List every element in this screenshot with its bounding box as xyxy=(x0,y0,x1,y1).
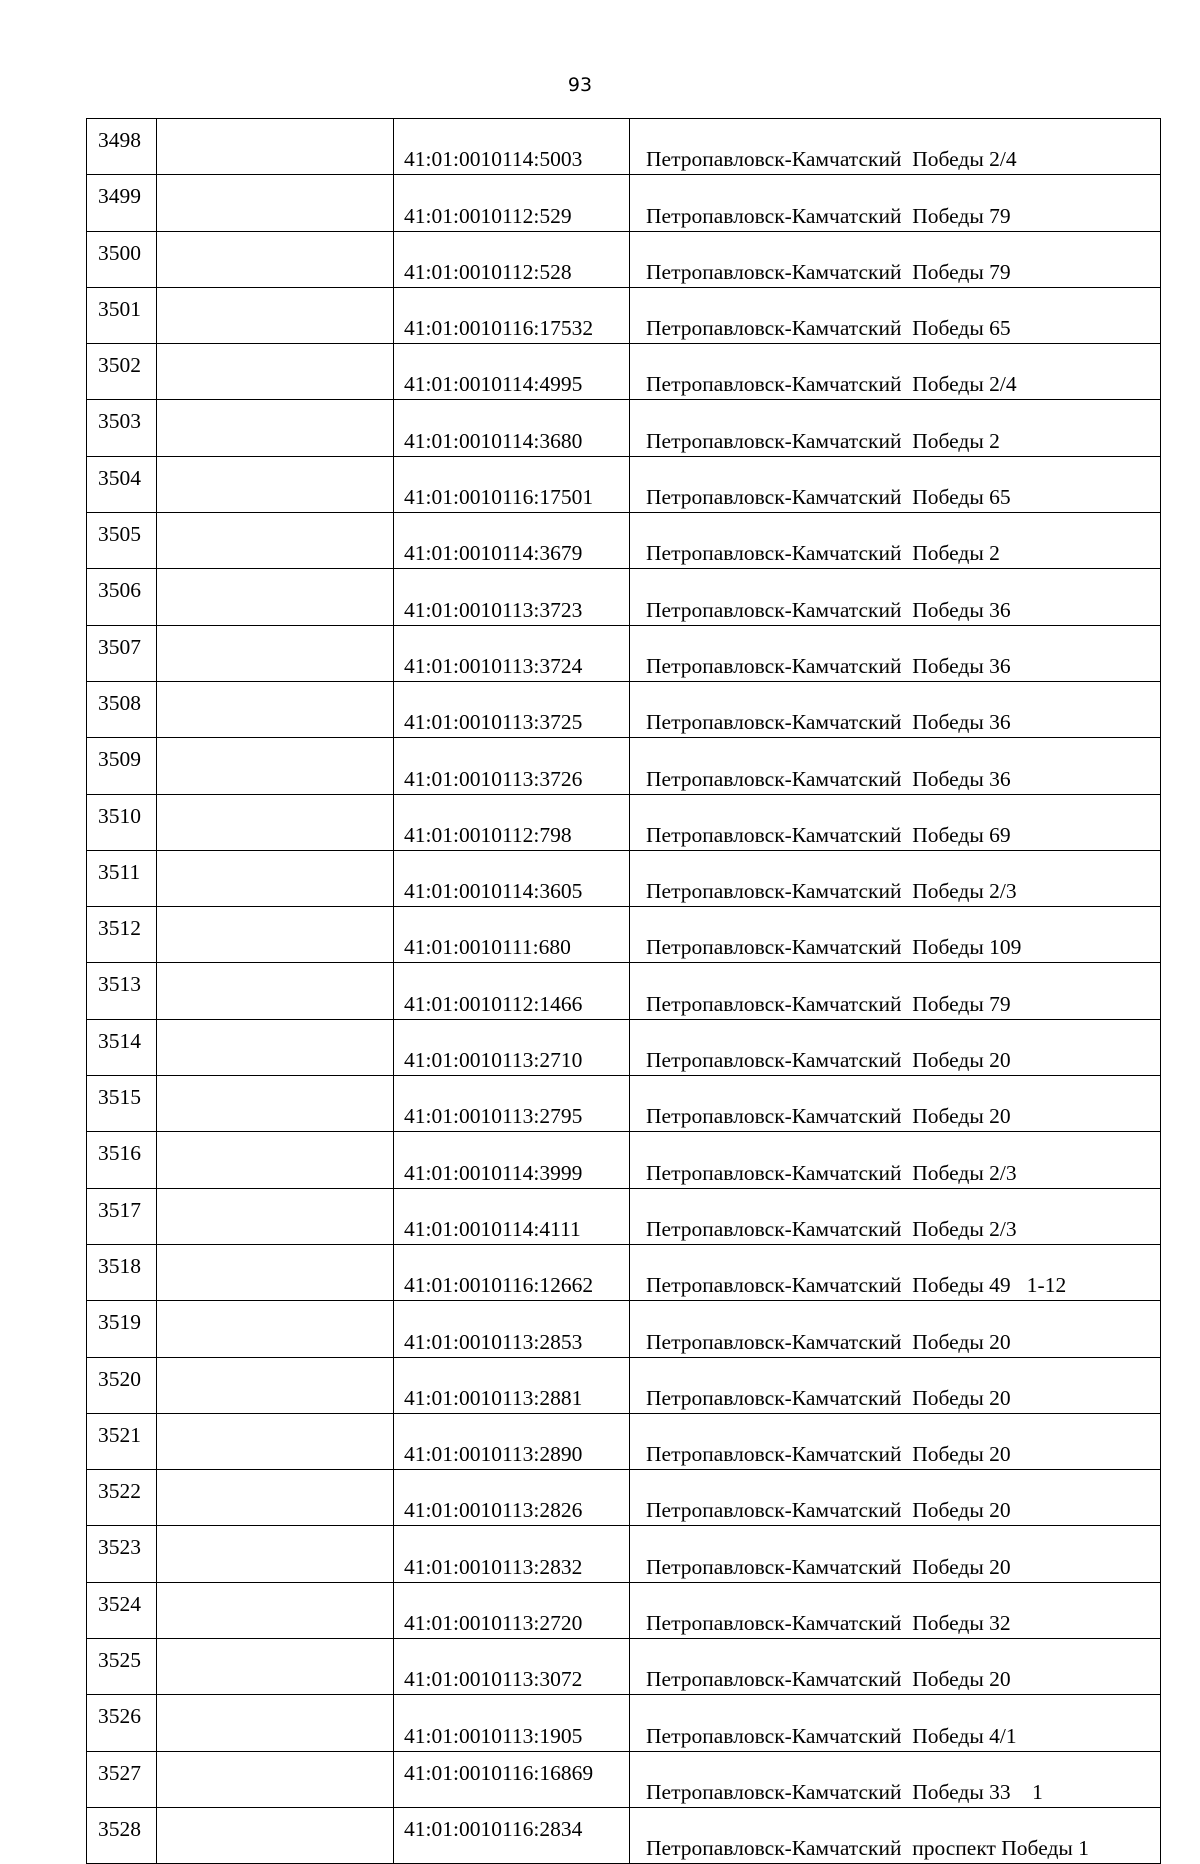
address-cell: Петропавловск-Камчатский Победы 109 xyxy=(630,907,1161,963)
row-number-cell: 3514 xyxy=(87,1019,157,1075)
address-cell: Петропавловск-Камчатский Победы 2/3 xyxy=(630,1132,1161,1188)
empty-cell xyxy=(157,287,394,343)
row-number-cell: 3500 xyxy=(87,231,157,287)
cadastral-number-cell: 41:01:0010113:2720 xyxy=(394,1582,630,1638)
cadastral-number-cell: 41:01:0010113:3724 xyxy=(394,625,630,681)
empty-cell xyxy=(157,1132,394,1188)
table-row xyxy=(87,907,1161,963)
cadastral-number-cell: 41:01:0010113:2853 xyxy=(394,1301,630,1357)
table-row xyxy=(87,1807,1161,1863)
table-row xyxy=(87,513,1161,569)
cadastral-number-cell: 41:01:0010113:3726 xyxy=(394,738,630,794)
row-number-cell: 3513 xyxy=(87,963,157,1019)
table-row xyxy=(87,1076,1161,1132)
address-cell: Петропавловск-Камчатский Победы 65 xyxy=(630,287,1161,343)
address-cell: Петропавловск-Камчатский Победы 20 xyxy=(630,1639,1161,1695)
table-row xyxy=(87,344,1161,400)
table-row xyxy=(87,1019,1161,1075)
cadastral-number-cell: 41:01:0010113:3072 xyxy=(394,1639,630,1695)
table-row xyxy=(87,175,1161,231)
row-number-cell: 3508 xyxy=(87,681,157,737)
row-number-cell: 3527 xyxy=(87,1751,157,1807)
cadastral-number-cell: 41:01:0010113:2710 xyxy=(394,1019,630,1075)
cadastral-number-cell: 41:01:0010116:17501 xyxy=(394,456,630,512)
empty-cell xyxy=(157,1582,394,1638)
table-row xyxy=(87,794,1161,850)
address-cell: Петропавловск-Камчатский Победы 49 1-12 xyxy=(630,1244,1161,1300)
cadastral-number-cell: 41:01:0010112:528 xyxy=(394,231,630,287)
address-cell: Петропавловск-Камчатский Победы 20 xyxy=(630,1019,1161,1075)
row-number-cell: 3521 xyxy=(87,1413,157,1469)
address-cell: Петропавловск-Камчатский Победы 79 xyxy=(630,231,1161,287)
address-cell: Петропавловск-Камчатский Победы 2/4 xyxy=(630,344,1161,400)
address-cell: Петропавловск-Камчатский Победы 20 xyxy=(630,1470,1161,1526)
table-row xyxy=(87,119,1161,175)
empty-cell xyxy=(157,344,394,400)
table-row xyxy=(87,231,1161,287)
table-row xyxy=(87,456,1161,512)
cadastral-number-cell: 41:01:0010116:12662 xyxy=(394,1244,630,1300)
row-number-cell: 3509 xyxy=(87,738,157,794)
cadastral-number-cell: 41:01:0010114:4995 xyxy=(394,344,630,400)
cadastral-number-cell: 41:01:0010113:2890 xyxy=(394,1413,630,1469)
cadastral-number-cell: 41:01:0010113:2881 xyxy=(394,1357,630,1413)
cadastral-number-cell: 41:01:0010114:3999 xyxy=(394,1132,630,1188)
row-number-cell: 3519 xyxy=(87,1301,157,1357)
table-row xyxy=(87,1357,1161,1413)
row-number-cell: 3512 xyxy=(87,907,157,963)
cadastral-number-cell: 41:01:0010113:3725 xyxy=(394,681,630,737)
address-cell: Петропавловск-Камчатский Победы 69 xyxy=(630,794,1161,850)
address-cell: Петропавловск-Камчатский Победы 2/3 xyxy=(630,1188,1161,1244)
cadastral-number-cell: 41:01:0010113:3723 xyxy=(394,569,630,625)
cadastral-number-cell: 41:01:0010113:2832 xyxy=(394,1526,630,1582)
cadastral-number-cell: 41:01:0010112:529 xyxy=(394,175,630,231)
empty-cell xyxy=(157,1751,394,1807)
empty-cell xyxy=(157,1244,394,1300)
table-row xyxy=(87,1639,1161,1695)
table-row xyxy=(87,850,1161,906)
table-row xyxy=(87,1470,1161,1526)
empty-cell xyxy=(157,907,394,963)
cadastral-number-cell: 41:01:0010114:5003 xyxy=(394,119,630,175)
address-cell: Петропавловск-Камчатский Победы 79 xyxy=(630,963,1161,1019)
row-number-cell: 3510 xyxy=(87,794,157,850)
table-row xyxy=(87,1413,1161,1469)
empty-cell xyxy=(157,1188,394,1244)
empty-cell xyxy=(157,231,394,287)
cadastral-number-cell: 41:01:0010116:2834 xyxy=(394,1807,630,1863)
row-number-cell: 3523 xyxy=(87,1526,157,1582)
row-number-cell: 3505 xyxy=(87,513,157,569)
address-cell: Петропавловск-Камчатский Победы 2/3 xyxy=(630,850,1161,906)
empty-cell xyxy=(157,1639,394,1695)
address-cell: Петропавловск-Камчатский Победы 20 xyxy=(630,1301,1161,1357)
address-cell: Петропавловск-Камчатский Победы 36 xyxy=(630,738,1161,794)
address-cell: Петропавловск-Камчатский Победы 32 xyxy=(630,1582,1161,1638)
row-number-cell: 3518 xyxy=(87,1244,157,1300)
address-cell: Петропавловск-Камчатский Победы 36 xyxy=(630,569,1161,625)
table-row xyxy=(87,1751,1161,1807)
address-cell: Петропавловск-Камчатский Победы 4/1 xyxy=(630,1695,1161,1751)
address-cell: Петропавловск-Камчатский Победы 33 1 xyxy=(630,1751,1161,1807)
registry-table-body xyxy=(87,119,1161,1864)
empty-cell xyxy=(157,1357,394,1413)
empty-cell xyxy=(157,963,394,1019)
table-row xyxy=(87,569,1161,625)
empty-cell xyxy=(157,681,394,737)
table-row xyxy=(87,1301,1161,1357)
table-row xyxy=(87,681,1161,737)
row-number-cell: 3517 xyxy=(87,1188,157,1244)
row-number-cell: 3511 xyxy=(87,850,157,906)
address-cell: Петропавловск-Камчатский Победы 2 xyxy=(630,400,1161,456)
empty-cell xyxy=(157,850,394,906)
empty-cell xyxy=(157,794,394,850)
table-row xyxy=(87,400,1161,456)
table-row xyxy=(87,738,1161,794)
cadastral-number-cell: 41:01:0010112:798 xyxy=(394,794,630,850)
empty-cell xyxy=(157,175,394,231)
table-row xyxy=(87,1188,1161,1244)
row-number-cell: 3525 xyxy=(87,1639,157,1695)
row-number-cell: 3503 xyxy=(87,400,157,456)
cadastral-number-cell: 41:01:0010114:4111 xyxy=(394,1188,630,1244)
row-number-cell: 3520 xyxy=(87,1357,157,1413)
cadastral-number-cell: 41:01:0010112:1466 xyxy=(394,963,630,1019)
empty-cell xyxy=(157,738,394,794)
cadastral-number-cell: 41:01:0010113:2795 xyxy=(394,1076,630,1132)
address-cell: Петропавловск-Камчатский Победы 20 xyxy=(630,1076,1161,1132)
cadastral-number-cell: 41:01:0010113:2826 xyxy=(394,1470,630,1526)
table-row xyxy=(87,1582,1161,1638)
address-cell: Петропавловск-Камчатский проспект Победы 1 xyxy=(630,1807,1161,1863)
empty-cell xyxy=(157,1695,394,1751)
empty-cell xyxy=(157,1019,394,1075)
empty-cell xyxy=(157,1526,394,1582)
cadastral-number-cell: 41:01:0010114:3605 xyxy=(394,850,630,906)
registry-table xyxy=(86,118,1161,1864)
row-number-cell: 3528 xyxy=(87,1807,157,1863)
cadastral-number-cell: 41:01:0010114:3680 xyxy=(394,400,630,456)
address-cell: Петропавловск-Камчатский Победы 20 xyxy=(630,1413,1161,1469)
empty-cell xyxy=(157,625,394,681)
row-number-cell: 3516 xyxy=(87,1132,157,1188)
cadastral-number-cell: 41:01:0010114:3679 xyxy=(394,513,630,569)
empty-cell xyxy=(157,400,394,456)
table-row xyxy=(87,287,1161,343)
row-number-cell: 3504 xyxy=(87,456,157,512)
empty-cell xyxy=(157,569,394,625)
cadastral-number-cell: 41:01:0010116:16869 xyxy=(394,1751,630,1807)
table-row xyxy=(87,1526,1161,1582)
row-number-cell: 3507 xyxy=(87,625,157,681)
row-number-cell: 3502 xyxy=(87,344,157,400)
row-number-cell: 3499 xyxy=(87,175,157,231)
table-row xyxy=(87,1244,1161,1300)
address-cell: Петропавловск-Камчатский Победы 20 xyxy=(630,1526,1161,1582)
row-number-cell: 3498 xyxy=(87,119,157,175)
address-cell: Петропавловск-Камчатский Победы 36 xyxy=(630,625,1161,681)
address-cell: Петропавловск-Камчатский Победы 2 xyxy=(630,513,1161,569)
empty-cell xyxy=(157,456,394,512)
address-cell: Петропавловск-Камчатский Победы 20 xyxy=(630,1357,1161,1413)
row-number-cell: 3522 xyxy=(87,1470,157,1526)
address-cell: Петропавловск-Камчатский Победы 65 xyxy=(630,456,1161,512)
empty-cell xyxy=(157,1301,394,1357)
address-cell: Петропавловск-Камчатский Победы 36 xyxy=(630,681,1161,737)
row-number-cell: 3526 xyxy=(87,1695,157,1751)
empty-cell xyxy=(157,1470,394,1526)
page-number: 93 xyxy=(567,74,593,96)
row-number-cell: 3524 xyxy=(87,1582,157,1638)
empty-cell xyxy=(157,119,394,175)
row-number-cell: 3506 xyxy=(87,569,157,625)
address-cell: Петропавловск-Камчатский Победы 2/4 xyxy=(630,119,1161,175)
table-row xyxy=(87,963,1161,1019)
empty-cell xyxy=(157,513,394,569)
row-number-cell: 3501 xyxy=(87,287,157,343)
cadastral-number-cell: 41:01:0010111:680 xyxy=(394,907,630,963)
cadastral-number-cell: 41:01:0010116:17532 xyxy=(394,287,630,343)
table-row xyxy=(87,625,1161,681)
empty-cell xyxy=(157,1807,394,1863)
empty-cell xyxy=(157,1076,394,1132)
row-number-cell: 3515 xyxy=(87,1076,157,1132)
table-row xyxy=(87,1132,1161,1188)
cadastral-number-cell: 41:01:0010113:1905 xyxy=(394,1695,630,1751)
empty-cell xyxy=(157,1413,394,1469)
address-cell: Петропавловск-Камчатский Победы 79 xyxy=(630,175,1161,231)
table-row xyxy=(87,1695,1161,1751)
